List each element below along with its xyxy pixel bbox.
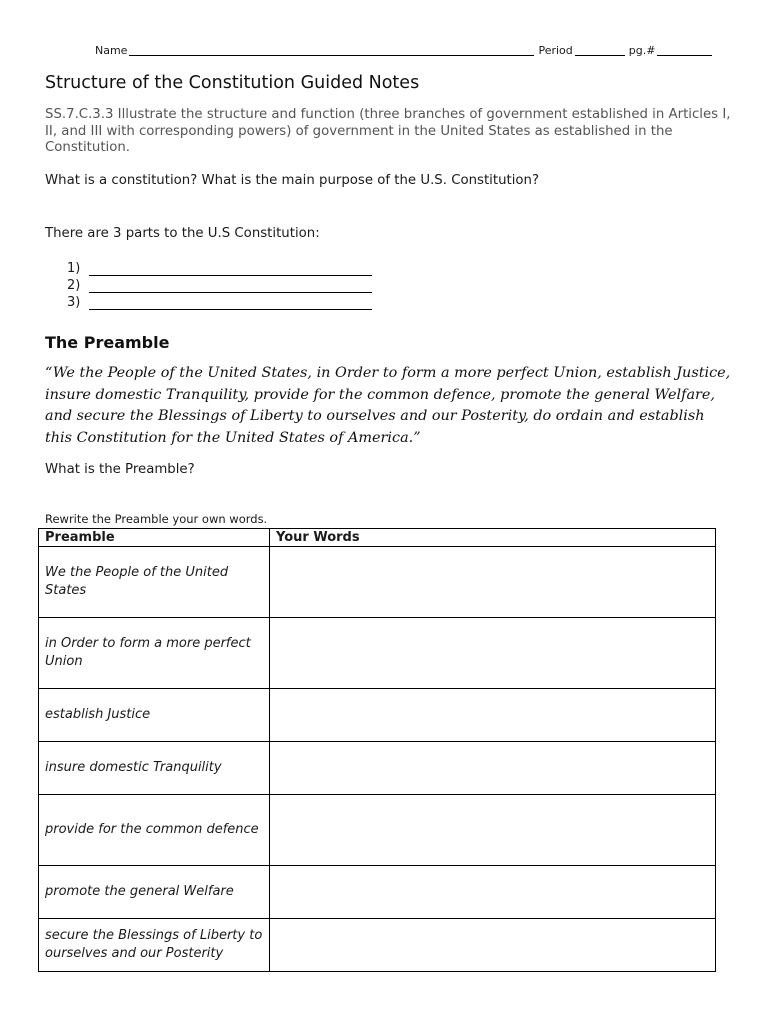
parts-list [67, 259, 372, 310]
period-field[interactable] [575, 44, 625, 56]
part-number: 2) [67, 278, 81, 293]
table-row [39, 547, 716, 618]
preamble-phrase: insure domestic Tranquility [39, 742, 270, 795]
preamble-phrase: establish Justice [39, 689, 270, 742]
preamble-phrase: promote the general Welfare [39, 866, 270, 919]
answer-blank[interactable] [89, 280, 372, 293]
your-words-cell[interactable] [270, 866, 716, 919]
part-number: 1) [67, 261, 81, 276]
preamble-phrase: We the People of the United States [39, 547, 270, 618]
column-header-your-words: Your Words [270, 529, 716, 547]
table-header-row [39, 529, 716, 547]
part-number: 3) [67, 295, 81, 310]
preamble-table [38, 528, 716, 972]
your-words-cell[interactable] [270, 742, 716, 795]
question-preamble: What is the Preamble? [45, 462, 195, 477]
name-field[interactable] [129, 44, 534, 56]
preamble-phrase: secure the Blessings of Liberty to ourselves and our Posterity [39, 919, 270, 972]
preamble-heading: The Preamble [45, 333, 170, 352]
your-words-cell[interactable] [270, 919, 716, 972]
your-words-cell[interactable] [270, 618, 716, 689]
your-words-cell[interactable] [270, 689, 716, 742]
column-header-preamble: Preamble [39, 529, 270, 547]
student-info-line [95, 44, 725, 57]
rewrite-instruction: Rewrite the Preamble your own words. [45, 512, 268, 526]
name-label: Name [95, 44, 128, 57]
standard-text: SS.7.C.3.3 Illustrate the structure and function (three branches of government established in Articles I, II, and III with corresponding powers) of government in the United States as established in the Constitution. [45, 107, 731, 155]
table-row [39, 866, 716, 919]
table-row [39, 689, 716, 742]
list-item [67, 293, 372, 310]
question-constitution: What is a constitution? What is the main purpose of the U.S. Constitution? [45, 173, 540, 188]
page-label: pg.# [628, 44, 656, 57]
list-item [67, 259, 372, 276]
preamble-quote: “We the People of the United States, in Order to form a more perfect Union, establish Justice, insure domestic Tranquility, provide for the common defence, promote the general Welfare, and secure the Blessings of Liberty to ourselves and our Posterity, do ordain and establish this Constitution for the United States of America.” [45, 365, 731, 446]
preamble-phrase: in Order to form a more perfect Union [39, 618, 270, 689]
list-item [67, 276, 372, 293]
table-row [39, 618, 716, 689]
table-row [39, 919, 716, 972]
page-title: Structure of the Constitution Guided Notes [45, 73, 420, 93]
table-row [39, 742, 716, 795]
period-label: Period [538, 44, 573, 57]
page-field[interactable] [657, 44, 712, 56]
answer-blank[interactable] [89, 263, 372, 276]
your-words-cell[interactable] [270, 795, 716, 866]
preamble-phrase: provide for the common defence [39, 795, 270, 866]
table-row [39, 795, 716, 866]
answer-blank[interactable] [89, 297, 372, 310]
parts-intro: There are 3 parts to the U.S Constitution: [45, 226, 320, 241]
your-words-cell[interactable] [270, 547, 716, 618]
